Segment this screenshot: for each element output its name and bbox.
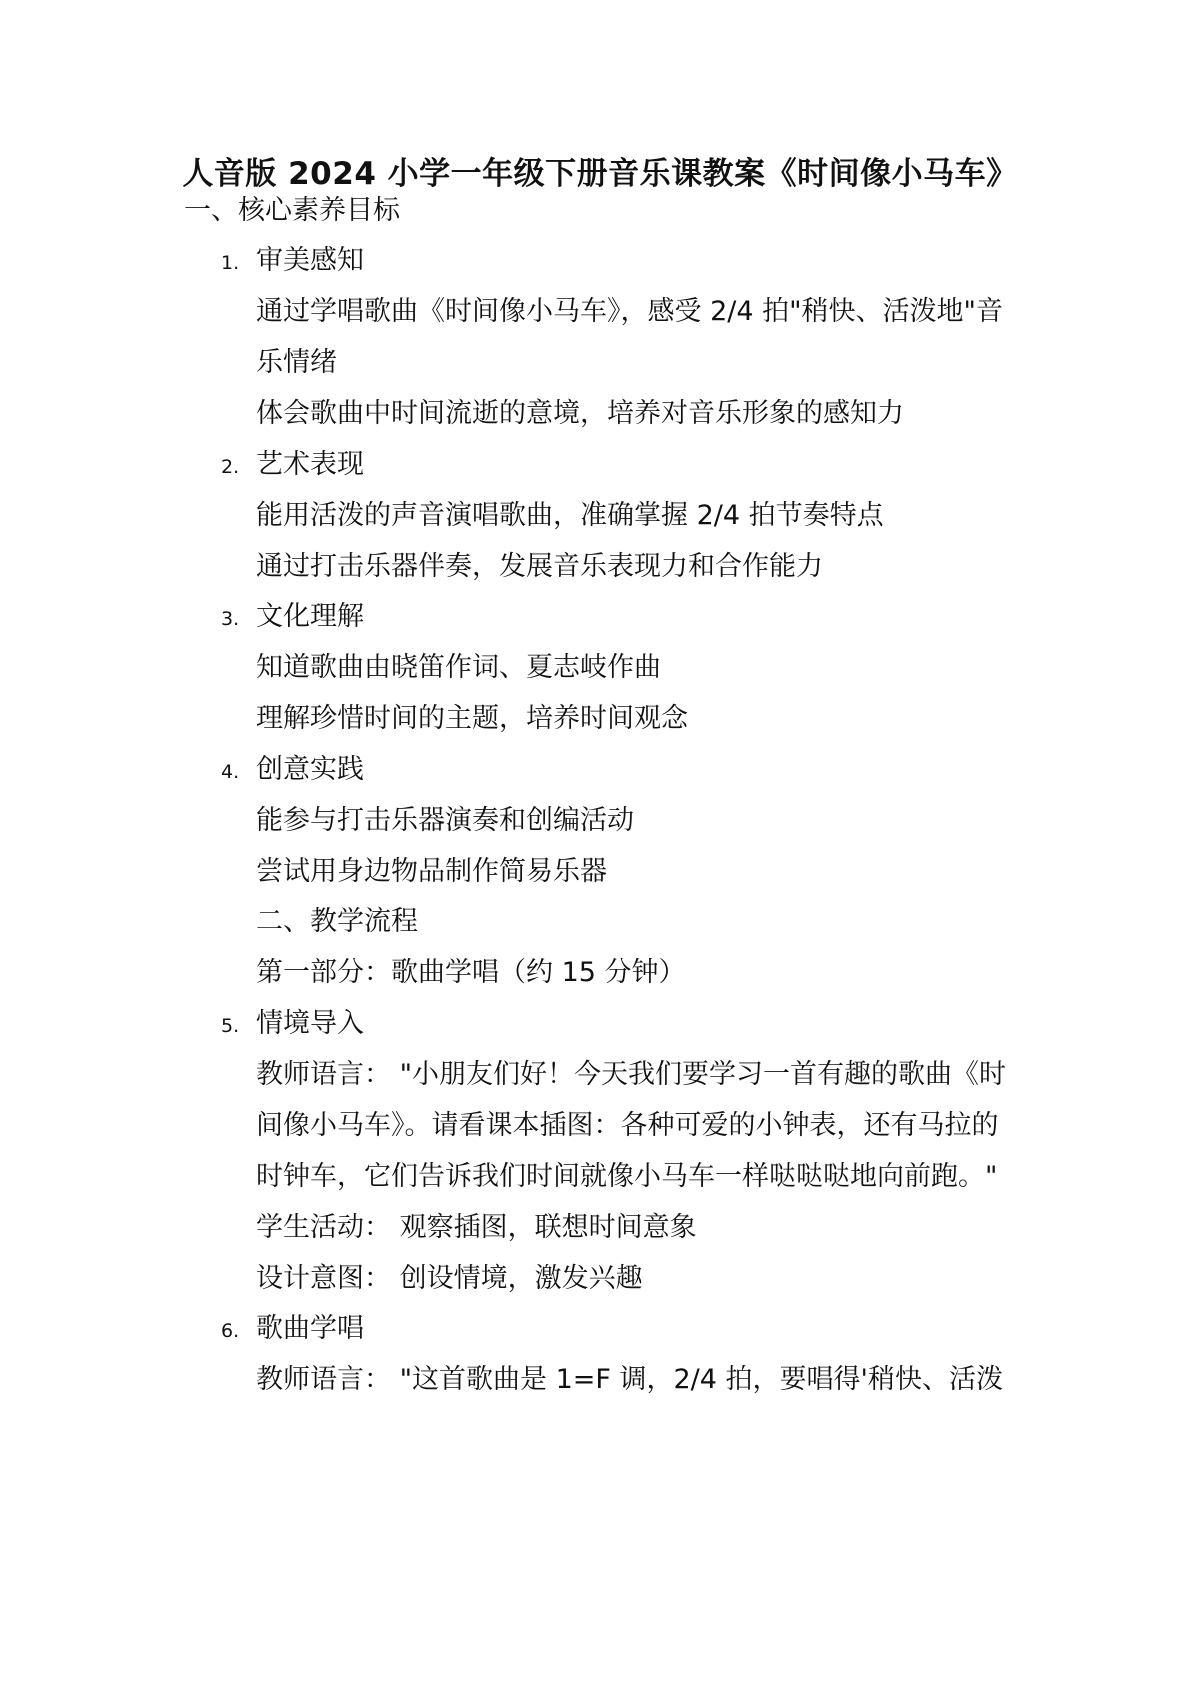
- item-heading: 创意实践: [256, 754, 364, 785]
- item-number: 1.: [221, 252, 240, 274]
- section-heading-process: 二、教学流程: [256, 906, 418, 937]
- body-line: 知道歌曲由晓笛作词、夏志岐作曲: [256, 652, 661, 683]
- body-line: 设计意图： 创设情境，激发兴趣: [256, 1263, 643, 1294]
- item-number: 3.: [221, 608, 240, 630]
- body-line: 时钟车，它们告诉我们时间就像小马车一样哒哒哒地向前跑。": [256, 1161, 998, 1192]
- item-number: 5.: [221, 1015, 240, 1037]
- body-line: 能用活泼的声音演唱歌曲，准确掌握 2/4 拍节奏特点: [256, 500, 884, 531]
- document-title: 人音版 2024 小学一年级下册音乐课教案《时间像小马车》: [182, 156, 1018, 192]
- body-line: 能参与打击乐器演奏和创编活动: [256, 805, 634, 836]
- body-line: 通过打击乐器伴奏，发展音乐表现力和合作能力: [256, 551, 823, 582]
- item-number: 4.: [221, 761, 240, 783]
- body-line: 通过学唱歌曲《时间像小马车》，感受 2/4 拍"稍快、活泼地"音: [256, 296, 1003, 327]
- item-number: 6.: [221, 1320, 240, 1342]
- body-line: 间像小马车》。请看课本插图：各种可爱的小钟表，还有马拉的: [256, 1110, 999, 1141]
- body-line: 理解珍惜时间的主题，培养时间观念: [256, 703, 688, 734]
- item-heading: 情境导入: [256, 1008, 364, 1039]
- item-heading: 歌曲学唱: [256, 1313, 364, 1344]
- item-heading: 审美感知: [256, 245, 364, 276]
- body-line: 教师语言： "小朋友们好！今天我们要学习一首有趣的歌曲《时: [256, 1059, 1007, 1090]
- item-heading: 艺术表现: [256, 449, 364, 480]
- item-heading: 文化理解: [256, 601, 364, 632]
- body-line: 尝试用身边物品制作简易乐器: [256, 856, 607, 887]
- body-line: 乐情绪: [256, 347, 337, 378]
- body-line: 体会歌曲中时间流逝的意境，培养对音乐形象的感知力: [256, 398, 904, 429]
- part-heading: 第一部分：歌曲学唱（约 15 分钟）: [256, 957, 686, 988]
- body-line: 学生活动： 观察插图，联想时间意象: [256, 1212, 697, 1243]
- body-line: 教师语言： "这首歌曲是 1=F 调，2/4 拍，要唱得'稍快、活泼: [256, 1364, 1003, 1395]
- item-number: 2.: [221, 456, 240, 478]
- section-heading-goals: 一、核心素养目标: [184, 195, 400, 226]
